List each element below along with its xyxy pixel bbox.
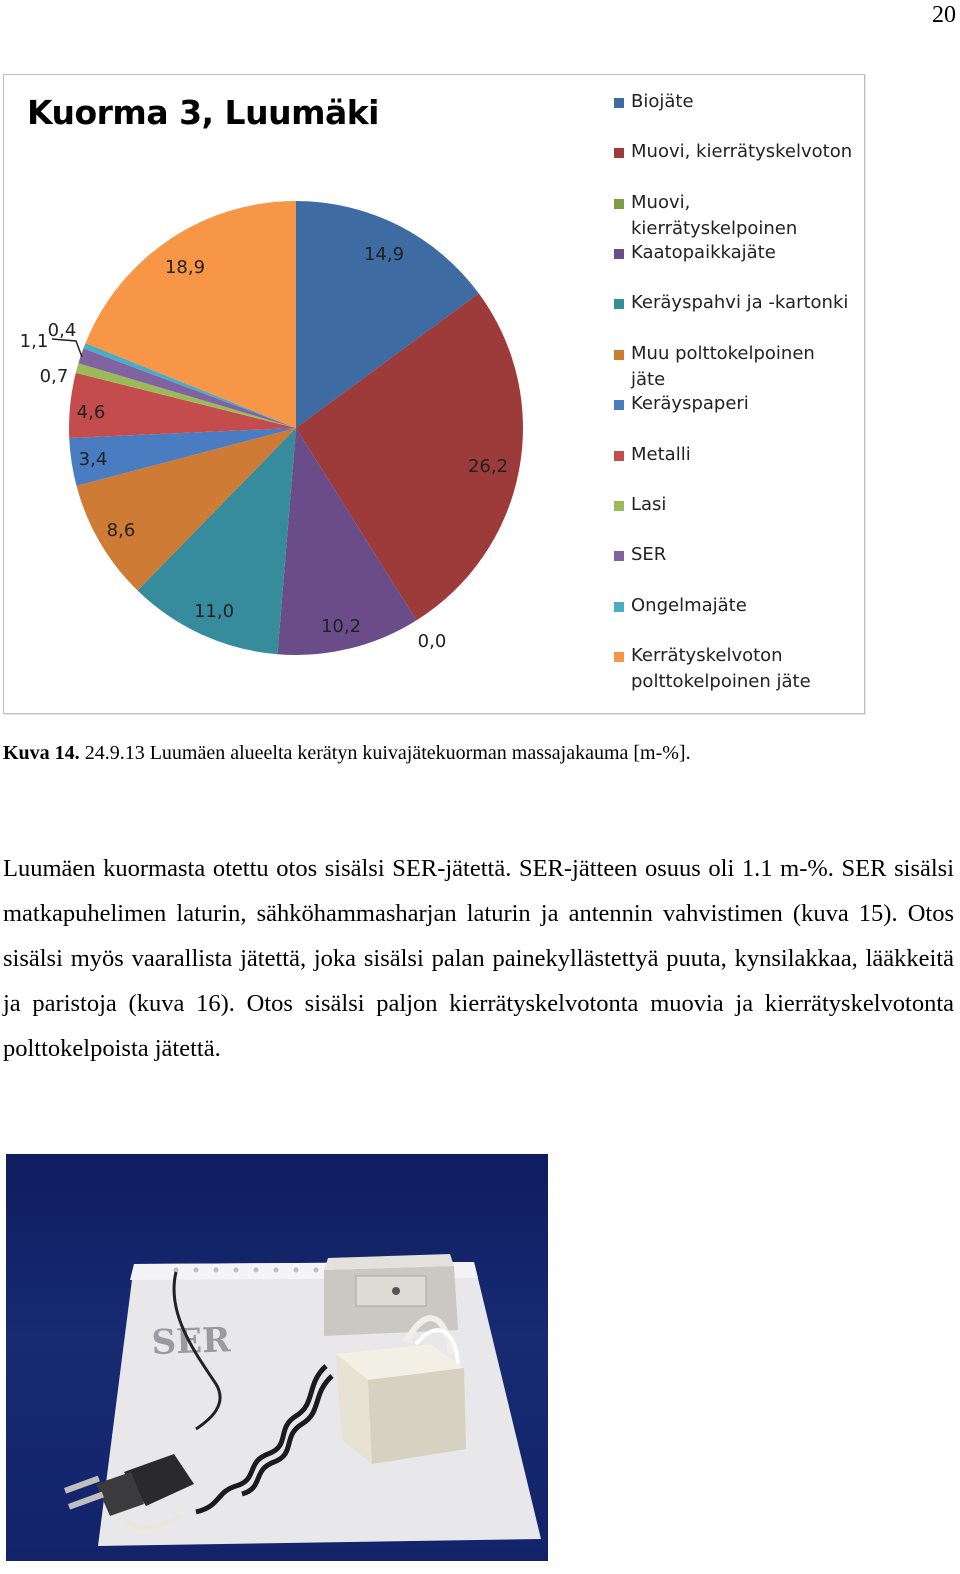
caption-text: 24.9.13 Luumäen alueelta kerätyn kuivajätekuorman massajakauma [m-%]. [79, 742, 691, 764]
data-label-5: 11,0 [193, 601, 235, 622]
legend-item [613, 391, 863, 417]
legend-label: Metalli [631, 444, 691, 465]
legend-swatch [614, 501, 624, 511]
figure-caption [3, 742, 691, 765]
legend-item [613, 492, 863, 518]
legend-swatch [614, 652, 624, 662]
photo-illustration [6, 1154, 548, 1561]
legend-swatch [614, 400, 624, 410]
legend-label: Kaatopaikkajäte [631, 242, 776, 263]
chart-title: Kuorma 3, Luumäki [27, 93, 379, 132]
legend-label: Lasi [631, 494, 667, 515]
data-label-10: 1,1 [19, 331, 49, 352]
legend-item [613, 542, 863, 568]
legend-item [613, 643, 863, 695]
data-label-9: 0,7 [39, 366, 69, 387]
legend-swatch [614, 602, 624, 612]
legend-label: kierrätyskelpoinen [631, 218, 798, 239]
legend-label: SER [631, 544, 667, 565]
data-label-3: 0,0 [417, 631, 447, 652]
legend-label: jäte [631, 369, 666, 390]
data-label-6: 8,6 [106, 520, 136, 541]
caption-label: Kuva 14. [3, 742, 80, 764]
legend-label: Muu polttokelpoinen [631, 343, 815, 364]
data-label-11: 0,4 [47, 320, 77, 341]
page-number: 20 [932, 2, 956, 28]
legend-swatch [614, 551, 624, 561]
legend-swatch [614, 249, 624, 259]
legend-item [613, 341, 863, 393]
legend-label: Muovi, [631, 192, 691, 213]
legend-item [613, 89, 863, 115]
legend-swatch [614, 98, 624, 108]
ser-waste-photo [6, 1154, 548, 1561]
legend-swatch [614, 199, 624, 209]
legend-label: Biojäte [631, 91, 694, 112]
data-label-8: 4,6 [76, 402, 106, 423]
legend-swatch [614, 299, 624, 309]
data-label-2: 26,2 [467, 456, 509, 477]
legend-item [613, 139, 863, 165]
legend-item [613, 442, 863, 468]
legend-label: Keräyspaperi [631, 393, 749, 414]
legend-swatch [614, 451, 624, 461]
body-paragraph: Luumäen kuormasta otettu otos sisälsi SER-jätettä. SER-jätteen osuus oli 1.1 m-%. SER sisälsi matkapuhelimen laturin, sähköhammasharjan laturin ja antennin vahvistimen (kuva 15). Otos sisälsi myös vaarallista jätettä, joka sisälsi palan painekyllästettyä puuta, kynsilakkaa, lääkkeitä ja paristoja (kuva 16). Otos sisälsi paljon kierrätyskelvotonta muovia ja kierrätyskelvotonta polttokelpoista jätettä. [3, 855, 954, 1062]
legend-item [613, 190, 863, 242]
pie-chart [3, 74, 865, 714]
legend-label: Kerrätyskelvoton [631, 645, 783, 666]
legend-label: Keräyspahvi ja -kartonki [631, 292, 849, 313]
legend-swatch [614, 148, 624, 158]
photo-sign-text: SER [150, 1320, 232, 1363]
legend-item [613, 240, 863, 266]
data-label-4: 10,2 [320, 616, 362, 637]
data-label-7: 3,4 [78, 449, 108, 470]
legend-item [613, 593, 863, 619]
data-label-1: 14,9 [363, 244, 405, 265]
leader-line [52, 339, 82, 357]
data-label-12: 18,9 [164, 257, 206, 278]
legend-item [613, 290, 863, 316]
legend-label: polttokelpoinen jäte [631, 671, 811, 692]
legend-label: Ongelmajäte [631, 595, 747, 616]
legend-swatch [614, 350, 624, 360]
legend-label: Muovi, kierrätyskelvoton [631, 141, 853, 162]
